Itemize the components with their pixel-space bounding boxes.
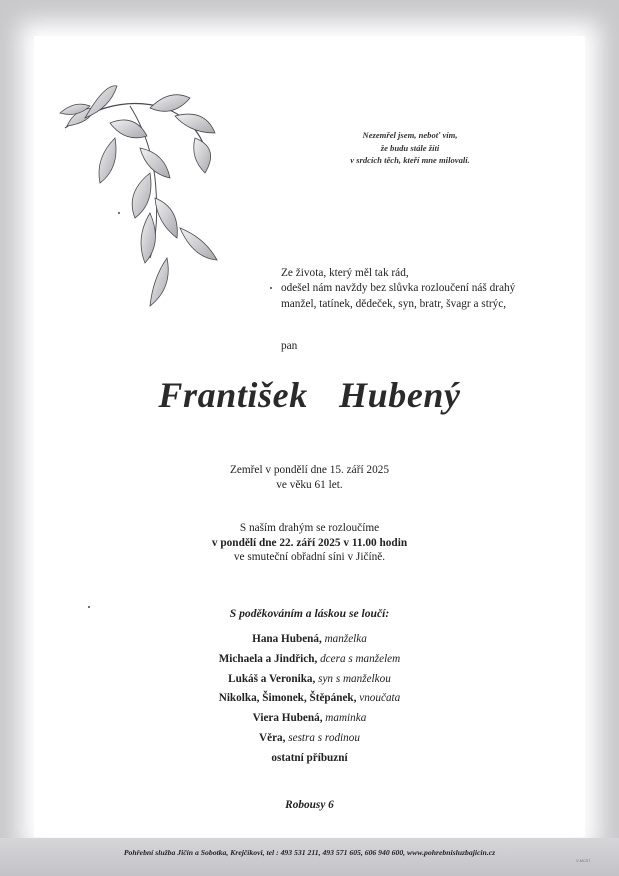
mourners-list — [0, 630, 619, 769]
corner-mark: V-MC07 — [576, 858, 591, 863]
thanks-heading: S poděkováním a láskou se loučí: — [229, 607, 390, 620]
mourner-item: Lukáš a Veronika, syn s manželkou — [228, 672, 391, 685]
death-info — [0, 463, 619, 493]
intro-text — [281, 266, 581, 312]
mourner-item: Nikolka, Šimonek, Štěpánek, vnoučata — [218, 692, 401, 705]
mourner-item: Věra, sestra s rodinou — [259, 731, 360, 744]
farewell-info — [0, 521, 619, 565]
deceased-title: pan — [281, 340, 298, 352]
speck — [270, 287, 272, 289]
farewell-place: ve smuteční obřadní síni v Jičíně. — [233, 551, 386, 563]
farewell-line-1: S naším drahým se rozloučíme — [239, 522, 380, 534]
speck — [118, 212, 120, 214]
death-date: Zemřel v pondělí dne 15. září 2025 — [229, 464, 390, 476]
motto-line-3: v srdcích těch, kteří mne milovali. — [350, 155, 470, 165]
motto-line-1: Nezemřel jsem, neboť vím, — [362, 130, 458, 140]
footer-band — [0, 838, 619, 876]
footer-contact: Pohřební služba Jičín a Sobotka, Krejčíkovi, tel : 493 531 211, 493 571 605, 606 940 600, www.pohrebnisluzbajicin.cz — [123, 848, 496, 857]
deceased-name: František Hubený — [158, 375, 461, 415]
mourner-item: Viera Hubená, maminka — [252, 712, 367, 725]
intro-line-3: manžel, tatínek, dědeček, syn, bratr, švagr a strýc, — [281, 297, 507, 310]
farewell-date: v pondělí dne 22. září 2025 v 11.00 hodin — [211, 536, 408, 549]
mourner-item: Hana Hubená, manželka — [252, 633, 367, 645]
death-age: ve věku 61 let. — [276, 479, 343, 491]
leaf-branch-icon — [55, 78, 235, 313]
intro-line-1: Ze života, který měl tak rád, — [281, 267, 409, 279]
address: Robousy 6 — [285, 799, 334, 811]
mourner-item: Michaela a Jindřich, dcera s manželem — [218, 652, 401, 665]
mourner-item: ostatní příbuzní — [271, 751, 348, 764]
speck — [88, 606, 90, 608]
intro-line-2: odešel nám navždy bez slůvka rozloučení náš drahý — [281, 282, 516, 295]
motto-line-2: že budu stále žíti — [380, 142, 440, 153]
motto-quote — [330, 129, 490, 167]
